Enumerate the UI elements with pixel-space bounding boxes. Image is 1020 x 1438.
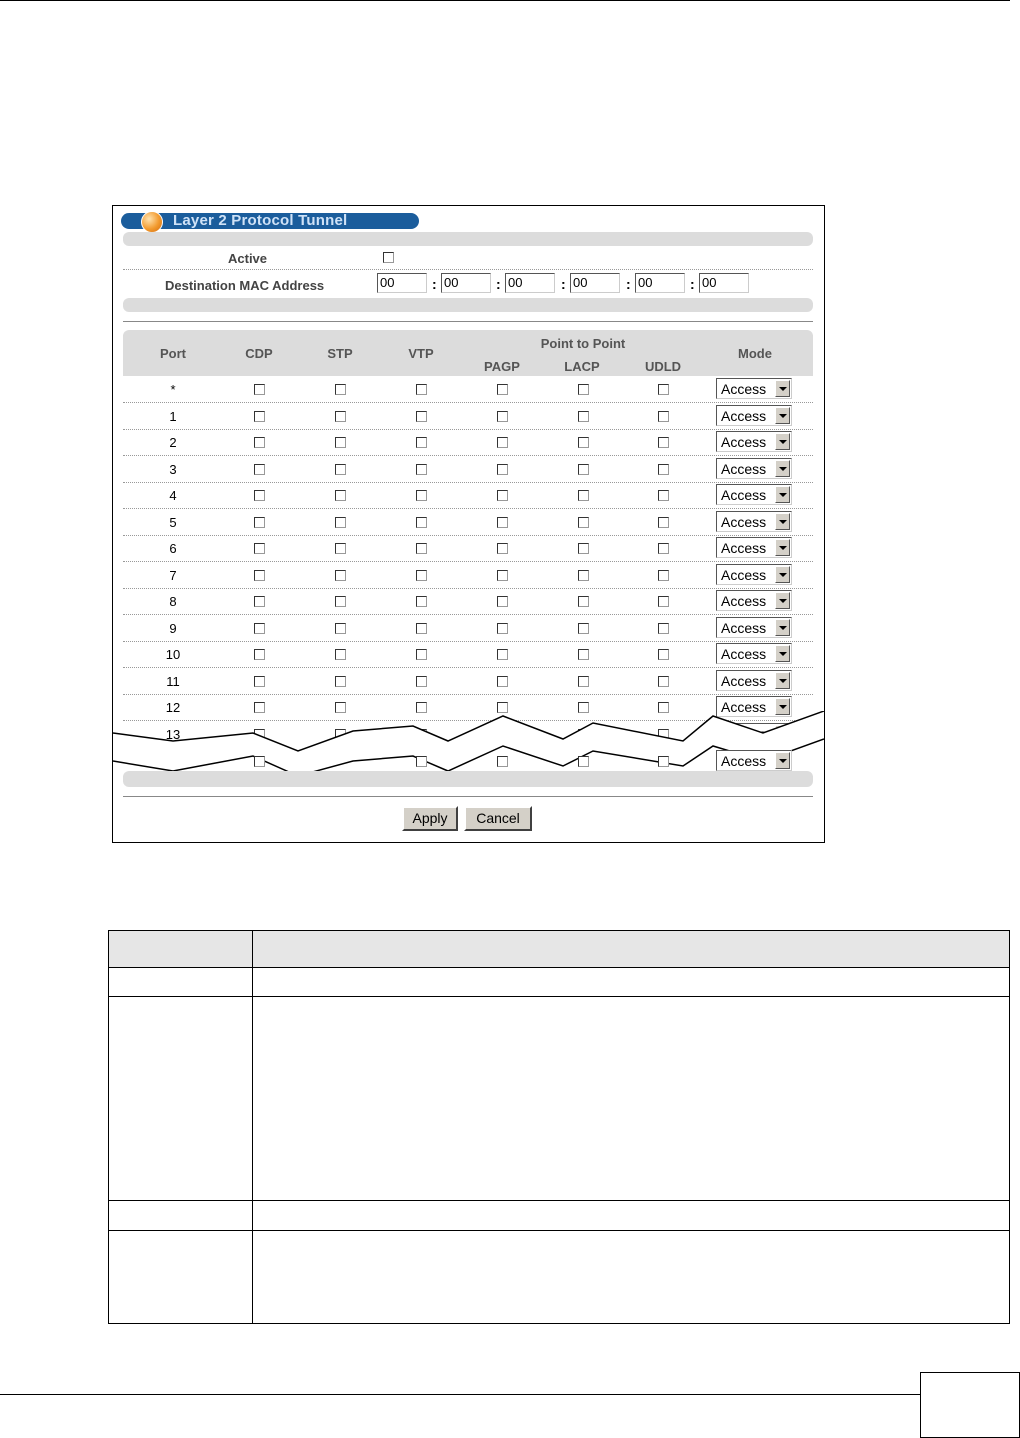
port-protocol-checkbox[interactable] [658,437,669,448]
port-protocol-checkbox[interactable] [416,596,427,607]
row-divider [123,588,813,589]
chevron-down-icon[interactable] [775,672,790,689]
col-mode: Mode [738,346,772,361]
port-protocol-checkbox[interactable] [578,464,589,475]
active-label: Active [228,251,268,266]
mode-select[interactable] [716,431,792,452]
top-rule [0,0,1010,1]
mode-select[interactable] [716,670,792,691]
port-protocol-checkbox[interactable] [335,464,346,475]
port-number: 2 [169,435,177,450]
port-protocol-checkbox[interactable] [335,623,346,634]
port-protocol-checkbox[interactable] [497,517,508,528]
port-protocol-checkbox[interactable] [578,437,589,448]
port-protocol-checkbox[interactable] [497,756,508,767]
port-protocol-checkbox[interactable] [658,464,669,475]
port-protocol-checkbox[interactable] [254,411,265,422]
port-protocol-checkbox[interactable] [416,756,427,767]
port-protocol-checkbox[interactable] [254,464,265,475]
port-protocol-checkbox[interactable] [416,411,427,422]
port-protocol-checkbox[interactable] [335,570,346,581]
mode-value: Access [721,593,767,609]
table-header-row [109,931,1009,968]
chevron-down-icon[interactable] [775,486,790,503]
col-pagp: PAGP [484,359,520,374]
mode-value: Access [721,540,767,556]
port-protocol-checkbox[interactable] [416,490,427,501]
port-protocol-checkbox[interactable] [658,623,669,634]
port-protocol-checkbox[interactable] [254,570,265,581]
port-protocol-checkbox[interactable] [416,543,427,554]
col-point-to-point: Point to Point [540,336,626,351]
port-protocol-checkbox[interactable] [578,543,589,554]
port-protocol-checkbox[interactable] [254,596,265,607]
port-protocol-checkbox[interactable] [578,384,589,395]
port-protocol-checkbox[interactable] [658,570,669,581]
port-number: 1 [169,408,177,424]
row-divider [123,429,813,430]
port-protocol-checkbox[interactable] [497,596,508,607]
port-protocol-checkbox[interactable] [335,543,346,554]
table-row-divider [109,1230,1009,1231]
port-protocol-checkbox[interactable] [497,490,508,501]
port-number: 3 [169,461,177,477]
orange-orb-icon [141,211,163,233]
mode-value: Access [721,646,767,662]
port-protocol-checkbox[interactable] [658,676,669,687]
port-protocol-checkbox[interactable] [578,623,589,634]
col-lacp: LACP [564,359,600,374]
mac-octet-2[interactable]: 00 [441,273,491,293]
page-number-box [920,1372,1020,1438]
row-divider [123,561,813,562]
table-row-divider [109,996,1009,997]
mode-select[interactable] [716,484,792,505]
row-divider [123,641,813,642]
row-divider [123,694,813,695]
port-protocol-checkbox[interactable] [335,384,346,395]
port-protocol-checkbox[interactable] [335,490,346,501]
footer-rule [0,1394,920,1395]
port-protocol-checkbox[interactable] [658,649,669,660]
mode-value: Access [721,434,767,450]
port-protocol-checkbox[interactable] [335,676,346,687]
chevron-down-icon[interactable] [775,407,790,424]
chevron-down-icon[interactable] [775,460,790,477]
chevron-down-icon[interactable] [775,566,790,583]
port-protocol-checkbox[interactable] [497,623,508,634]
row-divider [123,667,813,668]
row-divider [123,508,813,509]
port-protocol-checkbox[interactable] [335,517,346,528]
row-divider [123,482,813,483]
mode-select[interactable] [716,537,792,558]
port-protocol-checkbox[interactable] [497,464,508,475]
band-top [123,232,813,246]
band-bottom [123,298,813,312]
mode-select[interactable] [716,378,792,399]
mode-value: Access [721,460,767,477]
port-protocol-checkbox[interactable] [335,437,346,448]
chevron-down-icon[interactable] [775,645,790,662]
port-number: 5 [169,514,177,530]
port-protocol-checkbox[interactable] [254,649,265,660]
port-protocol-checkbox[interactable] [254,384,265,395]
mode-value: Access [721,672,767,689]
chevron-down-icon[interactable] [775,539,790,556]
col-cdp: CDP [245,346,273,361]
port-protocol-checkbox[interactable] [497,437,508,448]
col-udld: UDLD [644,359,682,374]
button-divider [123,796,813,797]
mode-select[interactable] [716,405,792,426]
mode-select[interactable] [716,564,792,585]
port-protocol-checkbox[interactable] [658,411,669,422]
mode-value: Access [721,407,767,424]
mac-separator: : [690,276,695,292]
port-number: 7 [169,567,177,583]
mac-octet-4[interactable]: 00 [570,273,620,293]
mode-select[interactable] [716,511,792,532]
active-checkbox[interactable] [383,252,394,263]
port-protocol-checkbox[interactable] [658,490,669,501]
port-protocol-checkbox[interactable] [658,543,669,554]
port-protocol-checkbox[interactable] [578,649,589,660]
port-protocol-checkbox[interactable] [497,570,508,581]
mac-octet-5[interactable]: 00 [635,273,685,293]
mode-select[interactable] [716,750,792,771]
port-protocol-checkbox[interactable] [658,517,669,528]
table-row-divider [109,1200,1009,1201]
cancel-button[interactable]: Cancel [464,806,532,831]
row-divider [123,402,813,403]
port-protocol-checkbox[interactable] [335,596,346,607]
mode-value: Access [721,381,767,397]
port-protocol-checkbox[interactable] [497,649,508,660]
chevron-down-icon[interactable] [775,433,790,450]
port-protocol-checkbox[interactable] [254,756,265,767]
band-table-end [123,771,813,787]
chevron-down-icon[interactable] [775,752,790,769]
port-protocol-checkbox[interactable] [416,464,427,475]
port-protocol-checkbox[interactable] [578,411,589,422]
port-protocol-checkbox[interactable] [254,543,265,554]
row-divider [123,614,813,615]
port-protocol-checkbox[interactable] [578,756,589,767]
mac-separator: : [496,276,501,292]
port-protocol-checkbox[interactable] [578,517,589,528]
mode-value: Access [721,566,767,583]
col-port: Port [160,346,186,361]
port-protocol-checkbox[interactable] [416,676,427,687]
mode-value: Access [721,699,767,715]
port-protocol-checkbox[interactable] [658,384,669,395]
row-divider [123,455,813,456]
port-number: 13 [165,726,181,742]
port-protocol-checkbox[interactable] [578,596,589,607]
port-protocol-checkbox[interactable] [497,411,508,422]
port-protocol-checkbox[interactable] [578,490,589,501]
chevron-down-icon[interactable] [775,619,790,636]
port-protocol-checkbox[interactable] [416,517,427,528]
port-protocol-checkbox[interactable] [497,384,508,395]
port-protocol-checkbox[interactable] [254,437,265,448]
port-number: 8 [169,594,177,609]
mode-value: Access [721,619,767,636]
port-number: 12 [165,700,181,715]
mac-octet-1[interactable]: 00 [377,273,427,293]
port-number: 10 [165,647,181,662]
port-protocol-checkbox[interactable] [578,570,589,581]
chevron-down-icon[interactable] [775,380,790,397]
mode-select[interactable] [716,617,792,638]
col-stp: STP [327,346,353,361]
port-protocol-checkbox[interactable] [335,411,346,422]
panel-title: Layer 2 Protocol Tunnel [173,212,348,229]
port-protocol-checkbox[interactable] [416,437,427,448]
port-protocol-checkbox[interactable] [497,676,508,687]
apply-button[interactable]: Apply [402,806,458,831]
mode-value: Access [721,487,767,503]
port-number: 9 [169,620,177,636]
port-protocol-checkbox[interactable] [335,649,346,660]
mode-select[interactable] [716,643,792,664]
column-divider [252,931,253,1323]
section-divider [123,321,813,322]
mac-separator: : [432,276,437,292]
port-protocol-checkbox[interactable] [658,756,669,767]
mode-select[interactable] [716,590,792,611]
port-protocol-checkbox[interactable] [254,676,265,687]
port-protocol-checkbox[interactable] [416,570,427,581]
mode-value: Access [721,753,767,769]
port-protocol-checkbox[interactable] [254,623,265,634]
layer2-protocol-tunnel-screen [112,205,825,843]
chevron-down-icon[interactable] [775,513,790,530]
mac-label: Destination MAC Address [165,278,325,293]
port-protocol-checkbox[interactable] [254,517,265,528]
port-protocol-checkbox[interactable] [416,649,427,660]
mac-octet-6[interactable]: 00 [699,273,749,293]
mac-separator: : [626,276,631,292]
mac-separator: : [561,276,566,292]
row-divider [123,269,813,270]
port-protocol-checkbox[interactable] [254,490,265,501]
port-protocol-checkbox[interactable] [578,676,589,687]
mode-select[interactable] [716,458,792,479]
port-number: 6 [169,541,177,556]
port-number: 4 [169,488,177,503]
mode-value: Access [721,513,767,530]
mac-octet-3[interactable]: 00 [505,273,555,293]
port-number: * [170,382,176,397]
port-table-header [123,330,813,376]
port-number: 11 [166,673,180,689]
field-description-table [108,930,1010,1324]
port-protocol-checkbox[interactable] [416,623,427,634]
chevron-down-icon[interactable] [775,592,790,609]
row-divider [123,535,813,536]
port-protocol-checkbox[interactable] [658,596,669,607]
port-protocol-checkbox[interactable] [416,384,427,395]
col-vtp: VTP [408,346,434,361]
port-protocol-checkbox[interactable] [497,543,508,554]
